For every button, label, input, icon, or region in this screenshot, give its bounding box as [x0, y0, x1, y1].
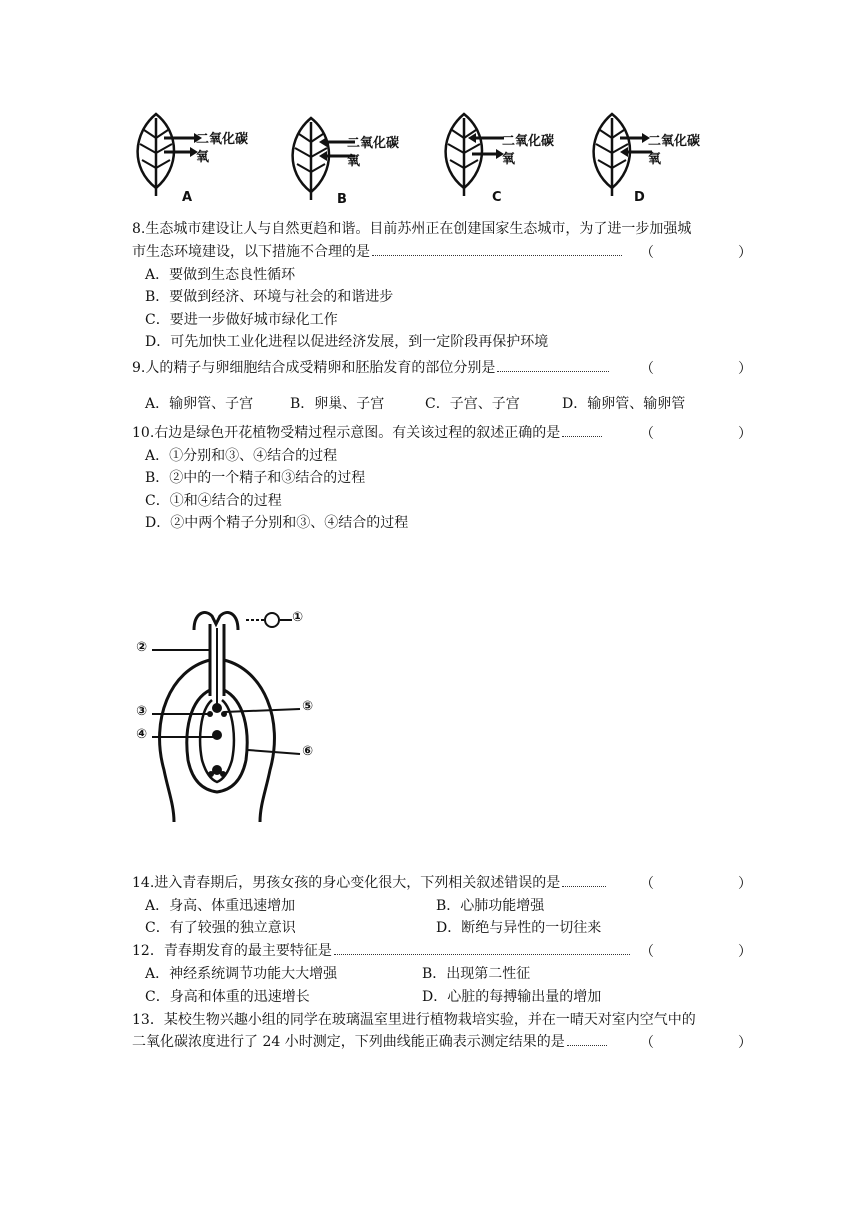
q9-option-c: C．子宫、子宫 [425, 396, 520, 412]
q9-option-a: A．输卵管、子宫 [145, 396, 254, 412]
figure-letter-a: A [182, 190, 193, 205]
co2-label-c: 二氧化碳 [502, 134, 555, 149]
q8-stem-line2 [132, 242, 622, 262]
q14-answer-paren: （ ） [640, 876, 752, 892]
q9-option-b: B．卵巢、子宫 [290, 396, 385, 412]
q12-option-a: A．神经系统调节功能大大增强 [145, 966, 338, 982]
flower-fertilization-diagram [130, 600, 330, 826]
co2-label-a: 二氧化碳 [196, 132, 249, 147]
q8-answer-paren: （ ） [640, 245, 752, 261]
q10-option-d: D．②中两个精子分别和③、④结合的过程 [145, 515, 409, 531]
q14-stem [132, 873, 606, 893]
q9-stem [132, 358, 609, 378]
co2-label-b: 二氧化碳 [347, 136, 400, 151]
leaf-figure-c [436, 108, 576, 208]
q9-stem-text: 9.人的精子与卵细胞结合成受精卵和胚胎发育的部位分别是 [132, 360, 496, 376]
q9-answer-paren: （ ） [640, 361, 752, 377]
q10-option-b: B．②中的一个精子和③结合的过程 [145, 470, 366, 486]
q10-stem [132, 423, 602, 443]
q13-answer-paren: （ ） [640, 1035, 752, 1051]
q8-stem-line1: 8.生态城市建设让人与自然更趋和谐。目前苏州正在创建国家生态城市，为了进一步加强城 [132, 221, 692, 237]
leader-dots [567, 1033, 607, 1046]
q14-option-a: A．身高、体重迅速增加 [145, 898, 296, 914]
flower-diagram-icon [130, 600, 330, 826]
o2-label-d: 氧 [648, 152, 662, 167]
q12-answer-paren: （ ） [640, 944, 752, 960]
q14-stem-text: 14.进入青春期后，男孩女孩的身心变化很大，下列相关叙述错误的是 [132, 875, 561, 891]
leader-dots [372, 243, 622, 256]
figure-letter-c: C [492, 190, 502, 205]
o2-label-c: 氧 [502, 152, 516, 167]
q9-option-d: D．输卵管、输卵管 [562, 396, 686, 412]
leader-dots [562, 424, 602, 437]
leaf-figure-d [584, 108, 734, 208]
flower-label-2: ② [136, 640, 148, 655]
q13-stem-line1: 13．某校生物兴趣小组的同学在玻璃温室里进行植物栽培实验，并在一晴天对室内空气中的 [132, 1012, 696, 1028]
figure-letter-b: B [337, 192, 347, 207]
q14-option-d: D．断绝与异性的一切往来 [436, 920, 602, 936]
o2-label-a: 氧 [196, 150, 210, 165]
leaf-figure-b [283, 112, 423, 212]
figure-letter-d: D [634, 190, 645, 205]
q8-option-c: C．要进一步做好城市绿化工作 [145, 312, 338, 328]
leader-dots [334, 942, 630, 955]
flower-label-1: ① [292, 610, 304, 625]
q8-option-d: D．可先加快工业化进程以促进经济发展，到一定阶段再保护环境 [145, 334, 549, 350]
q13-stem-line2 [132, 1032, 607, 1052]
q13-stem-text: 二氧化碳浓度进行了 24 小时测定，下列曲线能正确表示测定结果的是 [132, 1034, 565, 1050]
q14-option-c: C．有了较强的独立意识 [145, 920, 296, 936]
q10-option-a: A．①分别和③、④结合的过程 [145, 448, 338, 464]
flower-label-4: ④ [136, 727, 148, 742]
co2-label-d: 二氧化碳 [648, 134, 701, 149]
leader-dots [497, 359, 609, 372]
o2-label-b: 氧 [347, 154, 361, 169]
q12-stem [132, 941, 630, 961]
q8-option-a: A．要做到生态良性循环 [145, 267, 296, 283]
q10-option-c: C．①和④结合的过程 [145, 493, 282, 509]
leader-dots [562, 874, 606, 887]
flower-label-3: ③ [136, 704, 148, 719]
q8-option-b: B．要做到经济、环境与社会的和谐进步 [145, 289, 394, 305]
q12-option-b: B．出现第二性征 [422, 966, 531, 982]
q12-option-d: D．心脏的每搏输出量的增加 [422, 989, 602, 1005]
q8-stem-text: 市生态环境建设，以下措施不合理的是 [132, 244, 370, 260]
q12-option-c: C．身高和体重的迅速增长 [145, 989, 310, 1005]
q10-answer-paren: （ ） [640, 426, 752, 442]
q12-stem-text: 12．青春期发育的最主要特征是 [132, 943, 332, 959]
leaf-figure-a [128, 108, 268, 208]
flower-label-5: ⑤ [302, 699, 314, 714]
flower-label-6: ⑥ [302, 744, 314, 759]
q14-option-b: B．心肺功能增强 [436, 898, 545, 914]
q10-stem-text: 10.右边是绿色开花植物受精过程示意图。有关该过程的叙述正确的是 [132, 425, 561, 441]
